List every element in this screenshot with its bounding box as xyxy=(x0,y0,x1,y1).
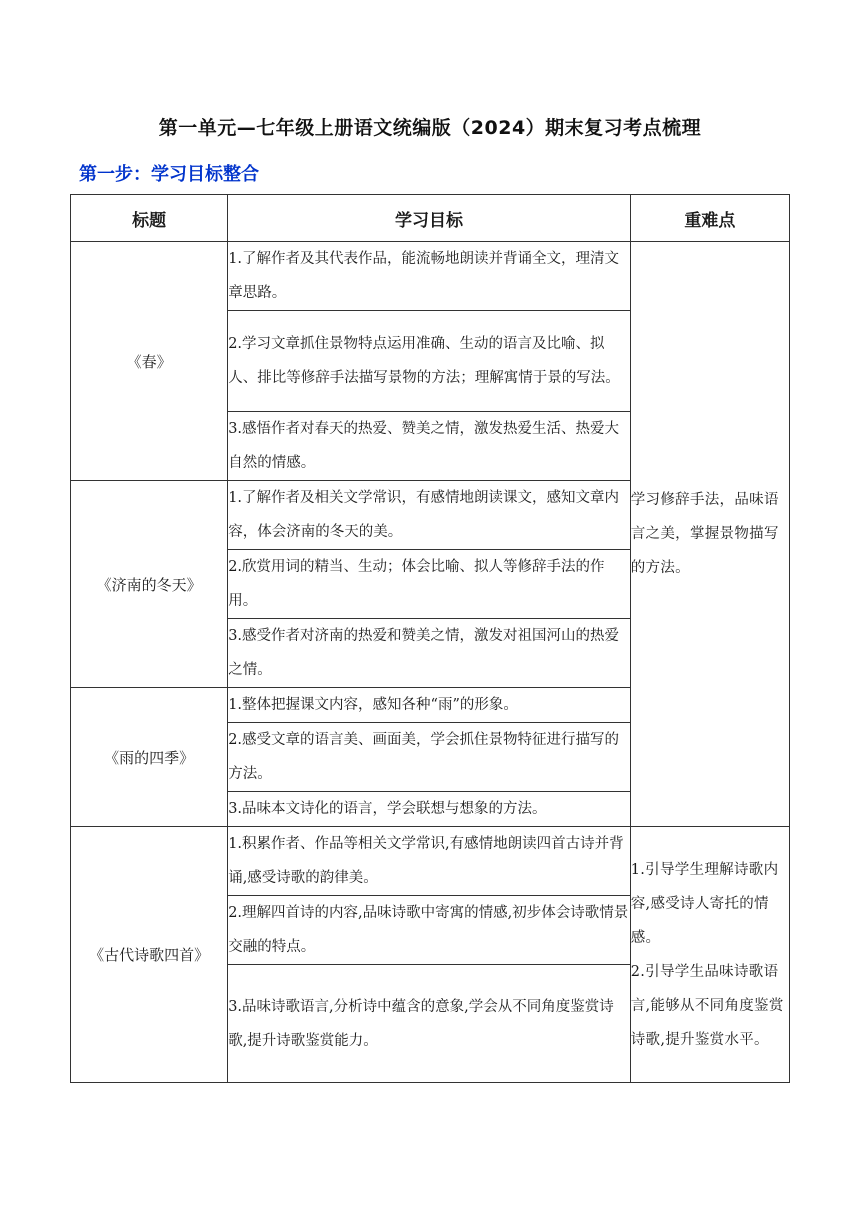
goal-cell: 2.学习文章抓住景物特点运用准确、生动的语言及比喻、拟人、排比等修辞手法描写景物的方法；理解寓情于景的写法。 xyxy=(228,311,631,412)
difficulty-cell-prose xyxy=(630,242,789,827)
goal-cell: 2.欣赏用词的精当、生动；体会比喻、拟人等修辞手法的作用。 xyxy=(228,550,631,619)
goal-cell: 3.品味诗歌语言,分析诗中蕴含的意象,学会从不同角度鉴赏诗歌,提升诗歌鉴赏能力。 xyxy=(228,965,631,1083)
header-difficulty: 重难点 xyxy=(630,195,789,242)
goal-cell: 2.理解四首诗的内容,品味诗歌中寄寓的情感,初步体会诗歌情景交融的特点。 xyxy=(228,896,631,965)
goal-cell: 3.感悟作者对春天的热爱、赞美之情，激发热爱生活、热爱大自然的情感。 xyxy=(228,412,631,481)
header-goals: 学习目标 xyxy=(228,195,631,242)
header-title: 标题 xyxy=(71,195,228,242)
difficulty-point-2: 2.引导学生品味诗歌语言,能够从不同角度鉴赏诗歌,提升鉴赏水平。 xyxy=(630,963,784,1048)
table-row xyxy=(71,242,790,311)
lesson-title: 《雨的四季》 xyxy=(71,688,228,827)
lesson-title: 《春》 xyxy=(71,242,228,481)
table-row xyxy=(71,827,790,896)
goal-cell: 1.积累作者、作品等相关文学常识,有感情地朗读四首古诗并背诵,感受诗歌的韵律美。 xyxy=(228,827,631,896)
goal-cell: 3.感受作者对济南的热爱和赞美之情，激发对祖国河山的热爱之情。 xyxy=(228,619,631,688)
goal-cell: 1.整体把握课文内容，感知各种“雨”的形象。 xyxy=(228,688,631,723)
goal-cell: 2.感受文章的语言美、画面美，学会抓住景物特征进行描写的方法。 xyxy=(228,723,631,792)
difficulty-text: 学习修辞手法，品味语言之美，掌握景物描写的方法。 xyxy=(630,492,779,576)
goal-cell: 3.品味本文诗化的语言，学会联想与想象的方法。 xyxy=(228,792,631,827)
difficulty-cell-poetry xyxy=(630,827,789,1083)
section-heading: 第一步：学习目标整合 xyxy=(79,164,259,185)
document-title: 第一单元—七年级上册语文统编版（2024）期末复习考点梳理 xyxy=(158,117,702,139)
review-table xyxy=(70,194,790,1083)
lesson-title: 《济南的冬天》 xyxy=(71,481,228,688)
difficulty-point-1: 1.引导学生理解诗歌内容,感受诗人寄托的情感。 xyxy=(630,861,779,946)
goal-cell: 1.了解作者及相关文学常识，有感情地朗读课文，感知文章内容，体会济南的冬天的美。 xyxy=(228,481,631,550)
table-header-row xyxy=(71,195,790,242)
goal-cell: 1.了解作者及其代表作品，能流畅地朗读并背诵全文，理清文章思路。 xyxy=(228,242,631,311)
lesson-title: 《古代诗歌四首》 xyxy=(71,827,228,1083)
